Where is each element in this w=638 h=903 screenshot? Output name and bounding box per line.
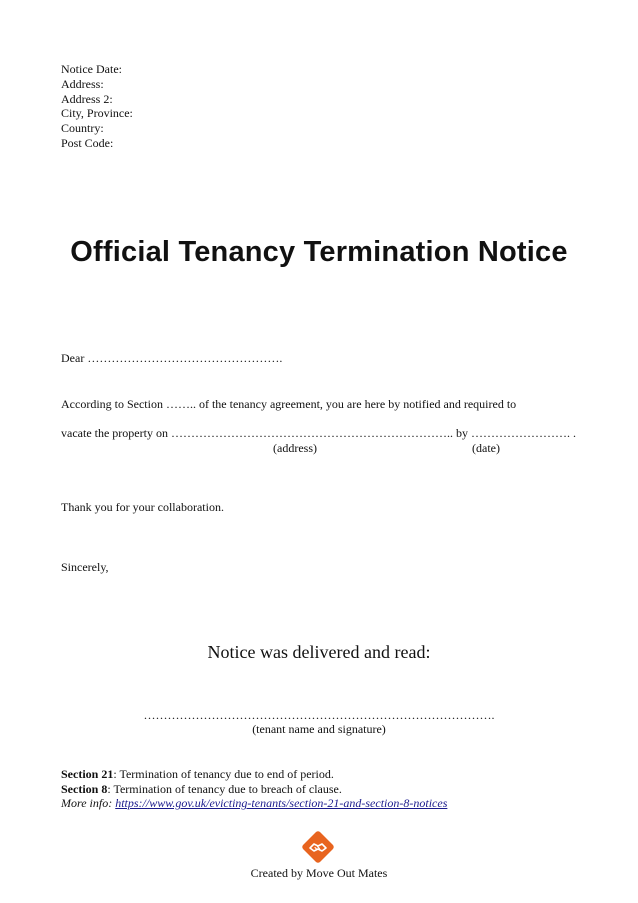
section-line: According to Section …….. of the tenancy agreement, you are here by notified and required to <box>61 397 517 411</box>
address2-label: Address 2: <box>61 91 113 106</box>
more-info-label: More info: <box>61 796 116 811</box>
delivery-heading: Notice was delivered and read: <box>207 642 431 662</box>
footnotes <box>61 767 447 811</box>
handshake-logo-icon <box>300 829 336 865</box>
footnote-section-21 <box>61 767 447 782</box>
created-by-footer: Created by Move Out Mates <box>250 866 388 880</box>
salutation: Dear …………………………………………. <box>61 351 283 365</box>
vacate-line: vacate the property on …………………………………………………………….. by ……………………. . <box>61 426 576 440</box>
closing-line: Sincerely, <box>61 560 109 574</box>
address-caption: (address) <box>273 441 317 455</box>
section-21-text: : Termination of tenancy due to end of period. <box>113 767 334 781</box>
date-caption: (date) <box>472 441 500 455</box>
header-fields <box>61 62 133 151</box>
document-title: Official Tenancy Termination Notice <box>70 236 568 268</box>
footnote-more-info <box>61 796 447 811</box>
footnote-section-8 <box>61 782 447 797</box>
post-code-label: Post Code: <box>61 135 114 150</box>
address-label: Address: <box>61 76 104 91</box>
section-8-text: : Termination of tenancy due to breach of clause. <box>107 781 342 796</box>
section-8-label: Section 8 <box>61 781 108 796</box>
section-21-label: Section 21 <box>61 767 114 781</box>
country-label: Country: <box>61 121 104 136</box>
signature-line: ……………………………………………………………………………. <box>143 708 495 722</box>
notice-date-label: Notice Date: <box>61 62 122 76</box>
thanks-line: Thank you for your collaboration. <box>61 500 224 514</box>
city-province-label: City, Province: <box>61 106 133 121</box>
more-info-link[interactable]: https://www.gov.uk/evicting-tenants/section-21-and-section-8-notices <box>115 796 448 811</box>
signature-caption: (tenant name and signature) <box>252 722 386 736</box>
